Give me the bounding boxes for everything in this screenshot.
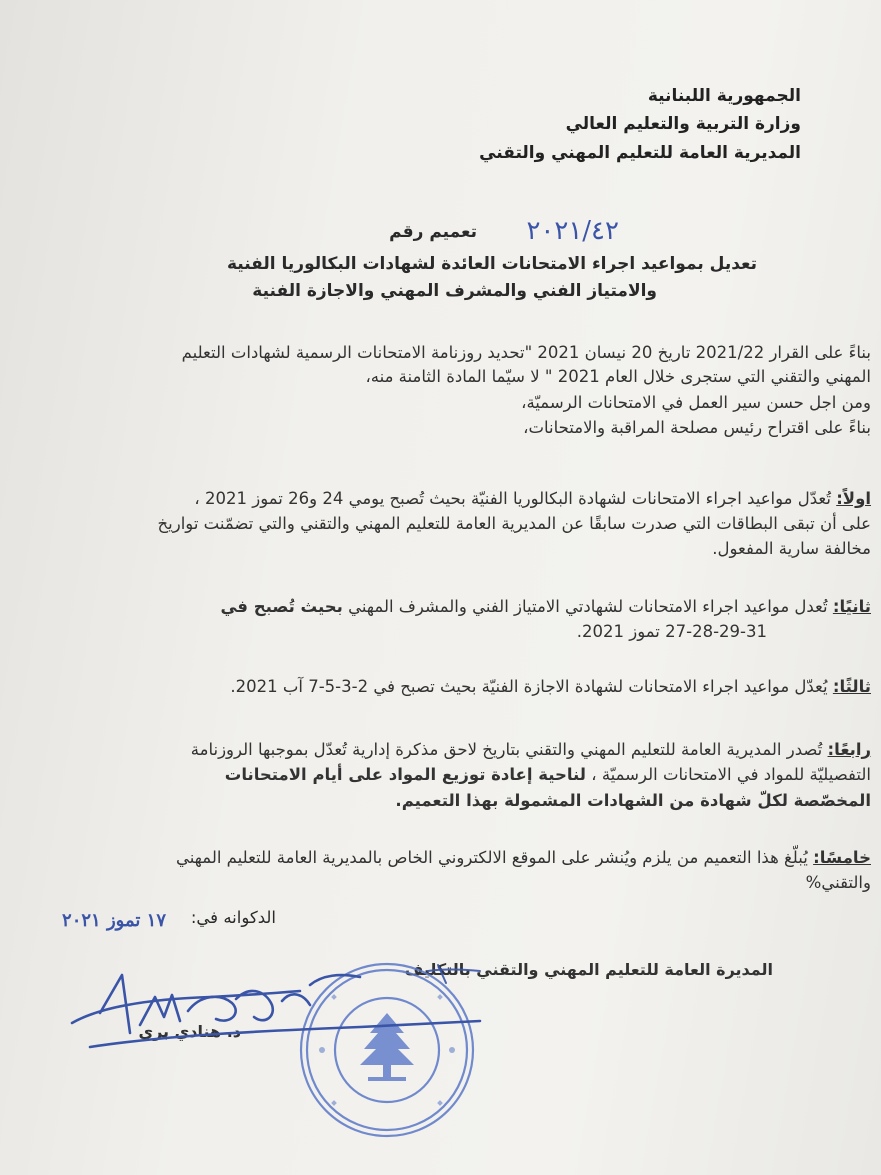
handwritten-signature <box>60 955 500 1065</box>
article-1-line-2: على أن تبقى البطاقات التي صدرت سابقًا عن المديرية العامة للتعليم المهني والتقني والتي تضمّنت تواريخ <box>157 514 871 533</box>
signatory-name: د. هنادي بري <box>138 1022 241 1041</box>
place-label: الدكوانه في: <box>190 908 276 927</box>
article-2-line-1 <box>71 594 871 619</box>
preamble-line-2: المهني والتقني التي ستجرى خلال العام 2021 " لا سيّما المادة الثامنة منه، <box>365 367 871 386</box>
article-3-heading: ثالثًا: <box>832 677 871 696</box>
article-3-line-1 <box>71 674 871 699</box>
article-3-text-1: يُعدّل مواعيد اجراء الامتحانات لشهادة الاجازة الفنيّة بحيث تصبح في 2-3-5-7 آب 2021. <box>230 677 828 696</box>
article-1-line-3: مخالفة سارية المفعول. <box>712 539 871 558</box>
subject-line-1: تعديل بمواعيد اجراء الامتحانات العائدة لشهادات البكالوريا الفنية <box>226 254 757 274</box>
article-4-text-2-bold: لناحية إعادة توزيع المواد على أيام الامتحانات <box>224 765 586 784</box>
article-5-line-1 <box>71 845 871 870</box>
circular-number-handwritten: ٢٠٢١/٤٢ <box>526 216 619 246</box>
article-1-line-1 <box>71 486 871 511</box>
article-4-line-3: المخصّصة لكلّ شهادة من الشهادات المشمولة بهذا التعميم. <box>395 791 871 810</box>
article-5-text-1: يُبلّغ هذا التعميم من يلزم ويُنشر على الموقع الالكتروني الخاص بالمديرية العامة للتعليم المهني <box>175 848 808 867</box>
article-4-heading: رابعًا: <box>827 740 871 759</box>
article-4-text-2: التفصيليّة للمواد في الامتحانات الرسميّة ، <box>591 765 871 784</box>
header-directorate: المديرية العامة للتعليم المهني والتقني <box>479 143 801 163</box>
article-2-text-1-bold: بحيث تُصبح في <box>220 597 343 616</box>
article-4-line-1 <box>71 737 871 762</box>
article-2-heading: ثانيًا: <box>832 597 871 616</box>
header-ministry: وزارة التربية والتعليم العالي <box>565 114 801 134</box>
article-1-heading: اولاً: <box>836 489 871 508</box>
subject-line-2: والامتياز الفني والمشرف المهني والاجازة الفنية <box>252 281 657 301</box>
preamble-line-1: بناءً على القرار 2021/22 تاريخ 20 نيسان 2021 "تحديد روزنامة الامتحانات الرسمية لشهادات التعليم <box>181 343 871 362</box>
article-2-line-2: 27-28-29-31 تموز 2021. <box>576 622 767 641</box>
article-5-heading: خامسًا: <box>813 848 871 867</box>
circular-label: تعميم رقم <box>389 222 477 242</box>
article-5-line-2: والتقني% <box>805 873 871 892</box>
article-4-text-1: تُصدر المديرية العامة للتعليم المهني والتقني بتاريخ لاحق مذكرة إدارية تُعدّل بموجبها الروزنامة <box>190 740 823 759</box>
header-republic: الجمهورية اللبنانية <box>647 86 801 106</box>
date-handwritten: ١٧ تموز ٢٠٢١ <box>62 910 166 931</box>
article-4-line-2 <box>71 762 871 787</box>
preamble-line-3: ومن اجل حسن سير العمل في الامتحانات الرسميّة، <box>521 393 871 412</box>
article-1-text-1: تُعدّل مواعيد اجراء الامتحانات لشهادة البكالوريا الفنيّة بحيث تُصبح يومي 24 و26 تموز 2021 ، <box>194 489 831 508</box>
article-2-text-1: تُعدل مواعيد اجراء الامتحانات لشهادتي الامتياز الفني والمشرف المهني <box>348 597 828 616</box>
signatory-title: المديرة العامة للتعليم المهني والتقني بالتكليف <box>404 960 773 979</box>
preamble-line-4: بناءً على اقتراح رئيس مصلحة المراقبة والامتحانات، <box>523 418 871 437</box>
